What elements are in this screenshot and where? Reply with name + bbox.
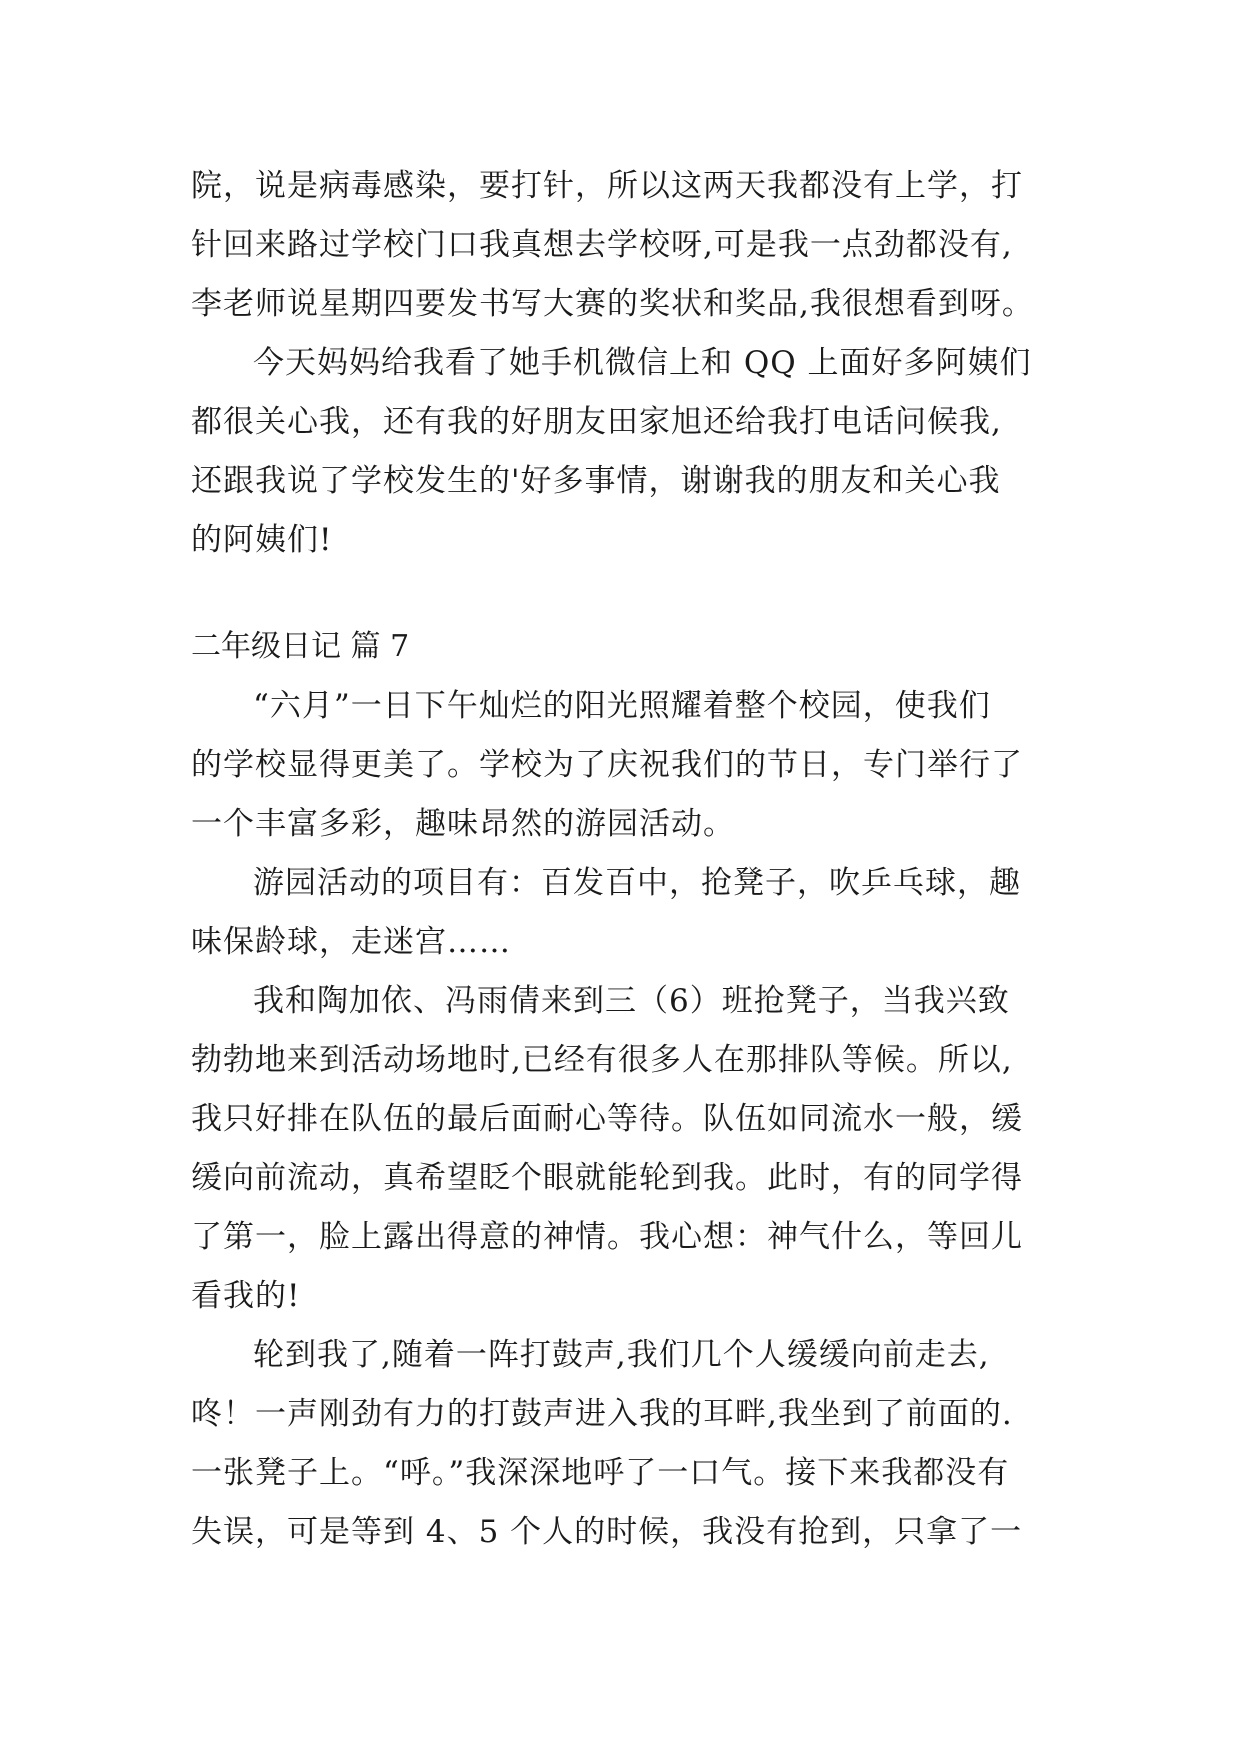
paragraph-line: 缓向前流动，真希望眨个眼就能轮到我。此时，有的同学得: [191, 1160, 1023, 1196]
paragraph-line: 咚！一声刚劲有力的打鼓声进入我的耳畔,我坐到了前面的.: [191, 1396, 1013, 1432]
paragraph-line: 一个丰富多彩，趣味昂然的游园活动。: [191, 806, 735, 842]
paragraph-line: 一张凳子上。“呼。”我深深地呼了一口气。接下来我都没有: [191, 1455, 1010, 1491]
paragraph-line: 我和陶加依、冯雨倩来到三（6）班抢凳子，当我兴致: [253, 983, 1010, 1019]
section-heading: 二年级日记 篇 7: [191, 629, 410, 664]
paragraph-line: 游园活动的项目有：百发百中，抢凳子，吹乒乓球，趣: [253, 865, 1021, 901]
paragraph-line: 李老师说星期四要发书写大赛的奖状和奖品,我很想看到呀。: [191, 286, 1034, 322]
paragraph-line: 勃勃地来到活动场地时,已经有很多人在那排队等候。所以,: [191, 1042, 1013, 1078]
paragraph-line: 轮到我了,随着一阵打鼓声,我们几个人缓缓向前走去,: [253, 1337, 990, 1373]
paragraph-line: 还跟我说了学校发生的'好多事情，谢谢我的朋友和关心我: [191, 463, 1001, 499]
paragraph-line: 味保龄球，走迷宫……: [191, 924, 511, 960]
paragraph-line: 我只好排在队伍的最后面耐心等待。队伍如同流水一般，缓: [191, 1101, 1023, 1137]
paragraph-line: 的学校显得更美了。学校为了庆祝我们的节日，专门举行了: [191, 747, 1023, 783]
paragraph-line: 针回来路过学校门口我真想去学校呀,可是我一点劲都没有,: [191, 227, 1013, 263]
paragraph-line: 今天妈妈给我看了她手机微信上和 QQ 上面好多阿姨们: [253, 345, 1032, 381]
paragraph-line: 失误，可是等到 4、5 个人的时候，我没有抢到，只拿了一: [191, 1514, 1023, 1550]
paragraph-line: “六月”一日下午灿烂的阳光照耀着整个校园，使我们: [253, 688, 991, 724]
paragraph-line: 的阿姨们!: [191, 522, 333, 558]
paragraph-line: 了第一，脸上露出得意的神情。我心想：神气什么，等回儿: [191, 1219, 1023, 1255]
paragraph-line: 院，说是病毒感染，要打针，所以这两天我都没有上学，打: [191, 168, 1023, 204]
paragraph-line: 都很关心我，还有我的好朋友田家旭还给我打电话问候我,: [191, 404, 1002, 440]
paragraph-line: 看我的!: [191, 1278, 301, 1314]
